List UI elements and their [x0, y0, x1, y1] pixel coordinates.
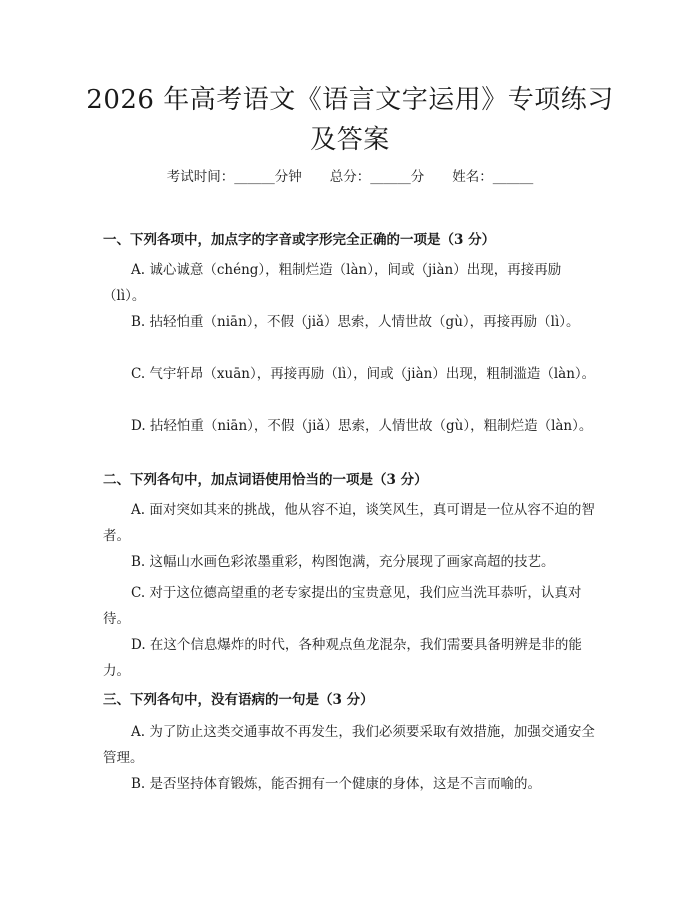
question-option: B. 这幅山水画色彩浓墨重彩，构图饱满，充分展现了画家高超的技艺。	[131, 554, 555, 570]
exam-time: 考试时间：______分钟	[166, 169, 302, 185]
question-heading: 一、下列各项中，加点字的字音或字形完全正确的一项是（3 分）	[103, 232, 496, 248]
question-heading: 三、下列各句中，没有语病的一句是（3 分）	[103, 692, 374, 708]
question-option: D. 在这个信息爆炸的时代，各种观点鱼龙混杂，我们需要具备明辨是非的能力。	[103, 637, 582, 679]
question-option: A. 诚心诚意（chéng），粗制烂造（làn），间或（jiàn）出现，再接再励（lì）。	[103, 262, 562, 304]
question-heading: 二、下列各句中，加点词语使用恰当的一项是（3 分）	[103, 472, 428, 488]
question-option: C. 对于这位德高望重的老专家提出的宝贵意见，我们应当洗耳恭听，认真对待。	[103, 585, 582, 627]
question-option: D. 拈轻怕重（niān），不假（jiǎ）思索，人情世故（gù），粗制烂造（làn）。	[131, 418, 593, 434]
document-title	[60, 80, 640, 160]
title-line-1: 2026 年高考语文《语言文字运用》专项练习	[86, 85, 614, 115]
question-option: B. 是否坚持体育锻炼，能否拥有一个健康的身体，这是不言而喻的。	[131, 776, 542, 792]
exam-info	[0, 167, 700, 187]
question-option: A. 为了防止这类交通事故不再发生，我们必须要采取有效措施，加强交通安全管理。	[103, 724, 595, 766]
title-line-2: 及答案	[310, 125, 390, 155]
student-name: 姓名：______	[452, 169, 534, 185]
total-score: 总分：______分	[329, 169, 425, 185]
question-option: A. 面对突如其来的挑战，他从容不迫，谈笑风生，真可谓是一位从容不迫的智者。	[103, 502, 595, 544]
question-option: C. 气宇轩昂（xuān），再接再励（lì），间或（jiàn）出现，粗制滥造（làn）。	[131, 366, 596, 382]
question-option: B. 拈轻怕重（niān），不假（jiǎ）思索，人情世故（gù），再接再励（lì）。	[131, 314, 580, 330]
